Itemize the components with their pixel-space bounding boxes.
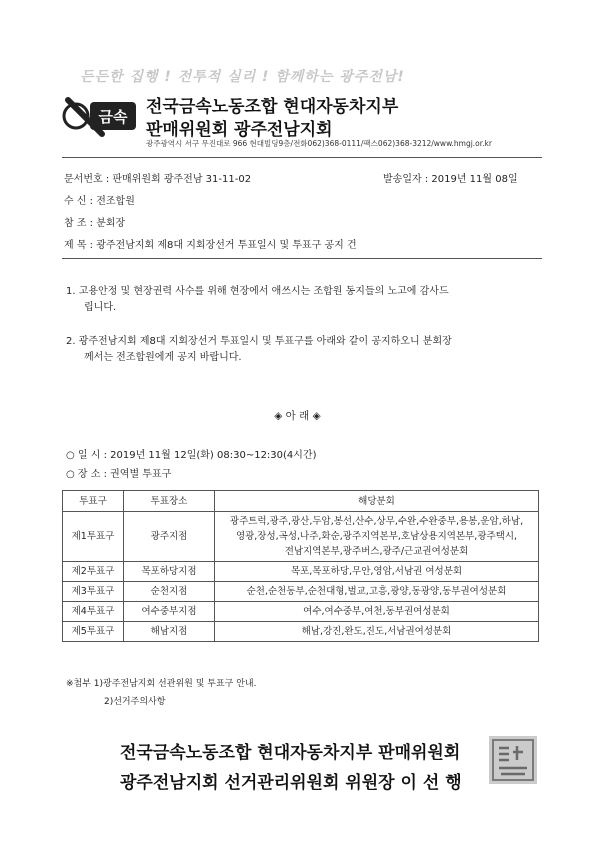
official-seal-icon	[487, 734, 539, 786]
header-branches: 해당분회	[215, 491, 539, 512]
district-cell: 제4투표구	[63, 602, 124, 622]
table-header-row	[63, 491, 539, 512]
table-row	[63, 512, 539, 562]
schedule-datetime: ○ 일 시 : 2019년 11월 12일(화) 08:30~12:30(4시간)	[66, 450, 317, 461]
paragraph-1: 1. 고용안정 및 현장권력 사수를 위해 현장에서 애쓰시는 조합원 동지들의 노고에 감사드 립니다.	[66, 286, 449, 313]
signature-chair: 광주전남지회 선거관리위원회 위원장 이 선 행	[120, 773, 462, 793]
voting-district-table	[62, 490, 539, 642]
table-row	[63, 622, 539, 642]
district-cell: 제2투표구	[63, 562, 124, 582]
place-cell: 목포하당지점	[124, 562, 215, 582]
logo-text: 금속	[98, 108, 128, 126]
table-row	[63, 582, 539, 602]
place-cell: 해남지점	[124, 622, 215, 642]
reference: 참 조 : 분회장	[64, 218, 126, 229]
branch-name: 판매위원회 광주전남지회	[146, 120, 333, 140]
contact-address: 광주광역시 서구 무진대로 966 현대빌딩9층/전화062)368-0111/팩스062)368-3212/www.hmgj.or.kr	[146, 139, 492, 148]
doc-number: 문서번호 : 판매위원회 광주전남 31-11-02	[64, 174, 252, 185]
branches-cell: 목포,목포하당,무안,영암,서남권 여성분회	[215, 562, 539, 582]
place-cell: 광주지점	[124, 512, 215, 562]
branches-cell: 순천,순천동부,순천대형,벌교,고흥,광양,동광양,동부권여성분회	[215, 582, 539, 602]
union-logo	[62, 90, 138, 142]
header-divider	[62, 157, 542, 158]
branches-cell: 광주트럭,광주,광산,두암,봉선,산수,상무,수완,수완중부,용봉,운암,하남, 영광,장성,곡성,나주,화순,광주지역본부,호남상용지역본부,광주택시, 전남지역본부,광주버스,광주/근교권여성분회	[215, 512, 539, 562]
paragraph-2: 2. 광주전남지회 제8대 지회장선거 투표일시 및 투표구를 아래와 같이 공지하오니 분회장 께서는 전조합원에게 공지 바랍니다.	[66, 336, 452, 363]
send-date: 발송일자 : 2019년 11월 08일	[383, 174, 518, 185]
branches-cell: 여수,여수중부,여천,동부권여성분회	[215, 602, 539, 622]
schedule-place: ○ 장 소 : 권역별 투표구	[66, 469, 172, 480]
slogan: 든든한 집행 ! 전투적 실리 ! 함께하는 광주전남!	[80, 69, 405, 85]
header-place: 투표장소	[124, 491, 215, 512]
district-cell: 제5투표구	[63, 622, 124, 642]
meta-divider	[62, 258, 542, 259]
notice-heading: ◈ 아 래 ◈	[274, 410, 321, 422]
subject: 제 목 : 광주전남지회 제8대 지회장선거 투표일시 및 투표구 공지 건	[64, 240, 357, 251]
district-cell: 제3투표구	[63, 582, 124, 602]
union-name: 전국금속노동조합 현대자동차지부	[146, 97, 399, 117]
attachment-1: ※첨부 1)광주전남지회 선관위원 및 투표구 안내.	[66, 679, 257, 689]
recipient: 수 신 : 전조합원	[64, 196, 135, 207]
signature-organization: 전국금속노동조합 현대자동차지부 판매위원회	[120, 743, 461, 763]
attachment-2: 2)선거주의사항	[104, 697, 166, 707]
district-cell: 제1투표구	[63, 512, 124, 562]
table-row	[63, 602, 539, 622]
branches-cell: 해남,강진,완도,진도,서남권여성분회	[215, 622, 539, 642]
table-row	[63, 562, 539, 582]
header-district: 투표구	[63, 491, 124, 512]
place-cell: 순천지점	[124, 582, 215, 602]
place-cell: 여수중부지점	[124, 602, 215, 622]
